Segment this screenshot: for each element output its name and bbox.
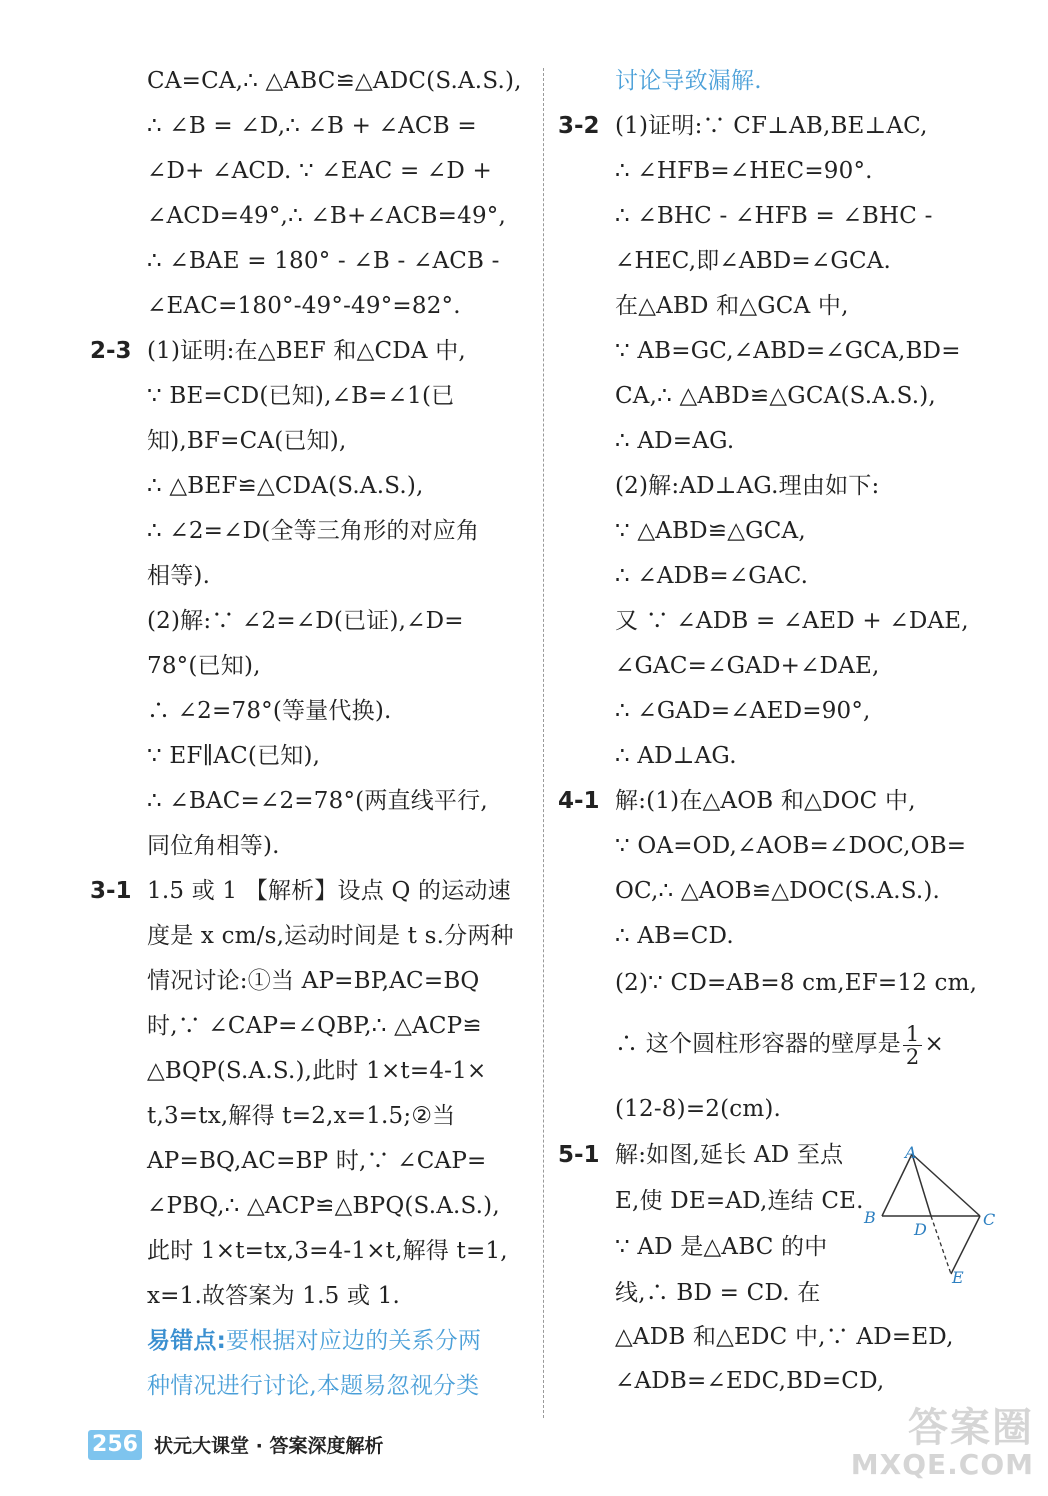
text-line: ∵ EF∥AC(已知), [147,743,321,769]
column-divider [543,68,544,1418]
text-line: ∴ AD=AG. [615,428,735,454]
times-sign: × [924,1031,944,1057]
error-tip-text: 讨论导致漏解. [615,68,762,94]
text-line: ∵ OA=OD,∠AOB=∠DOC,OB= [615,833,967,859]
text-line: ∴ AB=CD. [615,923,734,949]
text-line: ∴ ∠B = ∠D,∴ ∠B + ∠ACB = [147,113,477,139]
text-line: 此时 1×t=tx,3=4-1×t,解得 t=1, [147,1238,508,1264]
problem-label: 3-1 [90,878,132,904]
watermark-logo [844,1396,1034,1486]
problem-label: 2-3 [90,338,132,364]
text-line: △ADB 和△EDC 中,∵ AD=ED, [615,1324,954,1350]
text-line: ∴ ∠HFB=∠HEC=90°. [615,158,873,184]
text-line: (1)证明:∵ CF⊥AB,BE⊥AC, [615,113,928,139]
text-line: ∴ ∠2=∠D(全等三角形的对应角 [147,518,480,544]
text-line: ∠ADB=∠EDC,BD=CD, [615,1368,885,1394]
text-line: ∴ ∠BAC=∠2=78°(两直线平行, [147,788,488,814]
text-line: x=1.故答案为 1.5 或 1. [147,1283,401,1309]
text-line: AP=BQ,AC=BP 时,∵ ∠CAP= [147,1148,487,1174]
error-tip-text: 要根据对应边的关系分两 [226,1328,482,1354]
text-line: ∴ ∠GAD=∠AED=90°, [615,698,871,724]
text-line: ∴ △BEF≌△CDA(S.A.S.), [147,473,424,499]
text-line: ∠EAC=180°-49°-49°=82°. [147,293,461,319]
problem-label: 5-1 [558,1142,600,1168]
point-label-c: C [983,1210,996,1229]
watermark-text: 答案圈 [908,1405,1034,1451]
text-line: (2)解:AD⊥AG.理由如下: [615,473,880,499]
fraction [903,1023,923,1068]
book-title: 状元大课堂 · 答案深度解析 [154,1435,384,1457]
text-line: ∴ ∠2=78°(等量代换). [147,698,392,724]
triangle-figure [858,1140,1008,1290]
error-tip [147,1326,481,1356]
text-line: 解:(1)在△AOB 和△DOC 中, [615,788,916,814]
text-line: ∴ AD⊥AG. [615,743,737,769]
text-line: ∵ AD 是△ABC 的中 [615,1234,828,1260]
text-line: (2)∵ CD=AB=8 cm,EF=12 cm, [615,970,978,996]
point-label-e: E [952,1268,964,1287]
text-line: ∠PBQ,∴ △ACP≌△BPQ(S.A.S.), [147,1193,500,1219]
page-number: 256 [88,1430,142,1460]
text-line: 情况讨论:①当 AP=BP,AC=BQ [147,968,480,994]
text-line: 线,∴ BD = CD. 在 [615,1280,821,1306]
problem-label: 3-2 [558,113,600,139]
text-line: OC,∴ △AOB≌△DOC(S.A.S.). [615,878,941,904]
fraction-numerator: 1 [903,1023,923,1046]
point-label-b: B [864,1208,876,1227]
text-line-fraction [615,1020,944,1068]
text-line: 78°(已知), [147,653,261,679]
text-line: (1)证明:在△BEF 和△CDA 中, [147,338,466,364]
text-line: △BQP(S.A.S.),此时 1×t=4-1× [147,1058,487,1084]
segment-de [931,1216,951,1274]
segment-ab [882,1154,912,1216]
text-segment: ∴ 这个圆柱形容器的壁厚是 [615,1031,901,1057]
text-line: CA,∴ △ABD≌△GCA(S.A.S.), [615,383,936,409]
error-tip-text: 种情况进行讨论,本题易忽视分类 [147,1373,480,1399]
error-tip-label: 易错点: [147,1328,226,1354]
text-line: ∠GAC=∠GAD+∠DAE, [615,653,880,679]
text-line: 又 ∵ ∠ADB = ∠AED + ∠DAE, [615,608,969,634]
text-line: ∠ACD=49°,∴ ∠B+∠ACB=49°, [147,203,506,229]
text-line: 知),BF=CA(已知), [147,428,347,454]
text-line: (12-8)=2(cm). [615,1096,782,1122]
text-line: 同位角相等). [147,833,280,859]
point-label-d: D [914,1220,927,1239]
text-line: ∴ ∠ADB=∠GAC. [615,563,809,589]
text-line: ∴ ∠BHC - ∠HFB = ∠BHC - [615,203,933,229]
segment-ce [951,1216,980,1274]
text-line: ∵ BE=CD(已知),∠B=∠1(已 [147,383,455,409]
text-line: ∠HEC,即∠ABD=∠GCA. [615,248,892,274]
text-line: 时,∵ ∠CAP=∠QBP,∴ △ACP≌ [147,1013,482,1039]
text-line: CA=CA,∴ △ABC≌△ADC(S.A.S.), [147,68,522,94]
text-line: E,使 DE=AD,连结 CE. [615,1188,864,1214]
text-line: 相等). [147,563,211,589]
text-line: ∵ △ABD≌△GCA, [615,518,806,544]
text-line: 在△ABD 和△GCA 中, [615,293,849,319]
text-line: ∵ AB=GC,∠ABD=∠GCA,BD= [615,338,961,364]
text-line: (2)解:∵ ∠2=∠D(已证),∠D= [147,608,464,634]
point-label-a: A [905,1143,917,1162]
text-line: 度是 x cm/s,运动时间是 t s.分两种 [147,923,514,949]
problem-label: 4-1 [558,788,600,814]
fraction-denominator: 2 [905,1044,920,1069]
text-line: t,3=tx,解得 t=2,x=1.5;②当 [147,1103,456,1129]
text-line: 1.5 或 1 【解析】设点 Q 的运动速 [147,878,511,904]
text-line: 解:如图,延长 AD 至点 [615,1142,844,1168]
text-line: ∴ ∠BAE = 180° - ∠B - ∠ACB - [147,248,500,274]
text-line: ∠D+ ∠ACD. ∵ ∠EAC = ∠D + [147,158,493,184]
watermark-url: MXQE.COM [850,1448,1034,1481]
